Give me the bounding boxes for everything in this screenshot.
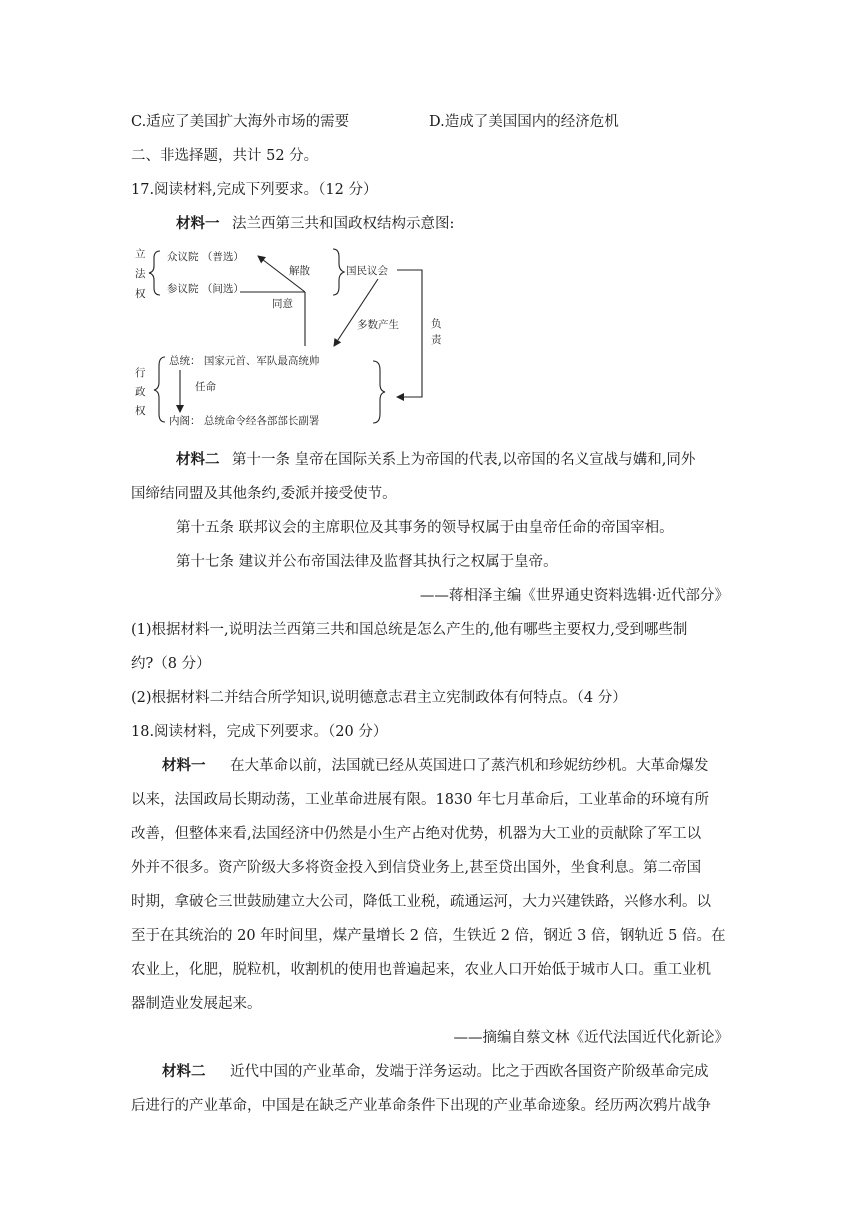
q17-material-2-label: 材料二 [176,451,220,468]
q18-material-1-label: 材料一 [162,757,206,774]
label-ze: 责 [431,334,442,346]
sub-question-1-line-1: (1)根据材料一,说明法兰西第三共和国总统是怎么产生的,他有哪些主要权力,受到哪些制 [131,622,688,638]
national-assembly: 国民议会 [346,265,388,277]
label-quan-2: 权 [135,405,146,417]
q18-material-2-line: 近代中国的产业革命，发端于洋务运动。比之于西欧各国资产阶级革命完成 [230,1064,709,1080]
q18-material-1-line: 时期，拿破仑三世鼓励建立大公司，降低工业税，疏通运河，大力兴建铁路，兴修水利。以 [131,894,711,910]
sub-question-2: (2)根据材料二并结合所学知识,说明德意志君主立宪制政体有何特点。（4 分） [131,690,627,706]
senate: 参议院 （间选） [167,283,244,295]
q18-material-1-line: 改善，但整体来看,法国经济中仍然是小生产占绝对优势，机器为大工业的贡献除了军工以 [131,826,702,842]
option-c: C.适应了美国扩大海外市场的需要 [131,114,350,130]
consent-label: 同意 [272,298,293,310]
section-heading: 二、非选择题，共计 52 分。 [131,148,319,164]
q18-material-1-line: 农业上，化肥，脱粒机，收割机的使用也普遍起来，农业人口开始低于城市人口。重工业机 [131,962,711,978]
dissolve-label: 解散 [289,265,310,277]
label-quan-1: 权 [135,288,146,300]
appoint-label: 任命 [195,381,216,393]
cabinet: 内阁： 总统命令经各部部长副署 [169,415,320,427]
president: 总统： 国家元首、军队最高统帅 [169,355,320,367]
sub-question-1-line-2: 约?（8 分） [131,656,211,672]
q17-material-1-text: 法兰西第三共和国政权结构示意图: [232,216,455,232]
question-17-stem: 17.阅读材料,完成下列要求。（12 分） [131,182,378,198]
article-17: 第十七条 建议并公布帝国法律及监督其执行之权属于皇帝。 [176,554,558,570]
label-fa: 法 [135,268,146,280]
article-15: 第十五条 联邦议会的主席职位及其事务的领导权属于由皇帝任命的帝国宰相。 [176,520,674,536]
q18-material-1-line: 外并不很多。资产阶级大多将资金投入到信贷业务上,甚至贷出国外，坐食利息。第二帝国 [131,860,702,876]
article-11-line-1: 第十一条 皇帝在国际关系上为帝国的代表,以帝国的名义宣战与媾和,同外 [232,452,696,468]
q17-material-2-source: ——蒋相泽主编《世界通史资料选辑·近代部分》 [419,588,729,604]
label-fu: 负 [431,318,442,330]
q17-material-1-label: 材料一 [176,215,220,232]
label-zheng: 政 [135,386,146,398]
article-11-line-2: 国缔结同盟及其他条约,委派并接受使节。 [131,486,397,502]
q18-material-1-line: 至于在其统治的 20 年时间里，煤产量增长 2 倍，生铁近 2 倍，钢近 3 倍，钢轨近 5 倍。在 [131,928,726,944]
label-xing: 行 [135,367,146,379]
q18-material-2-label: 材料二 [162,1063,206,1080]
option-d: D.造成了美国国内的经济危机 [429,114,619,130]
q18-material-1-line: 在大革命以前，法国就已经从英国进口了蒸汽机和珍妮纺纱机。大革命爆发 [230,758,709,774]
question-18-stem: 18.阅读材料，完成下列要求。（20 分） [131,724,388,740]
q18-material-2-line: 后进行的产业革命，中国是在缺乏产业革命条件下出现的产业革命迹象。经历两次鸦片战争 [131,1098,711,1114]
q18-material-1-source: ——摘编自蔡文林《近代法国近代化新论》 [453,1030,729,1046]
majority-label: 多数产生 [357,319,399,331]
q18-material-1-line: 器制造业发展起来。 [131,996,262,1012]
label-li: 立 [135,248,146,260]
q18-material-1-line: 以来，法国政局长期动荡，工业革命进展有限。1830 年七月革命后，工业革命的环境有所 [131,792,710,808]
chamber-of-deputies: 众议院 （普选） [167,251,244,263]
